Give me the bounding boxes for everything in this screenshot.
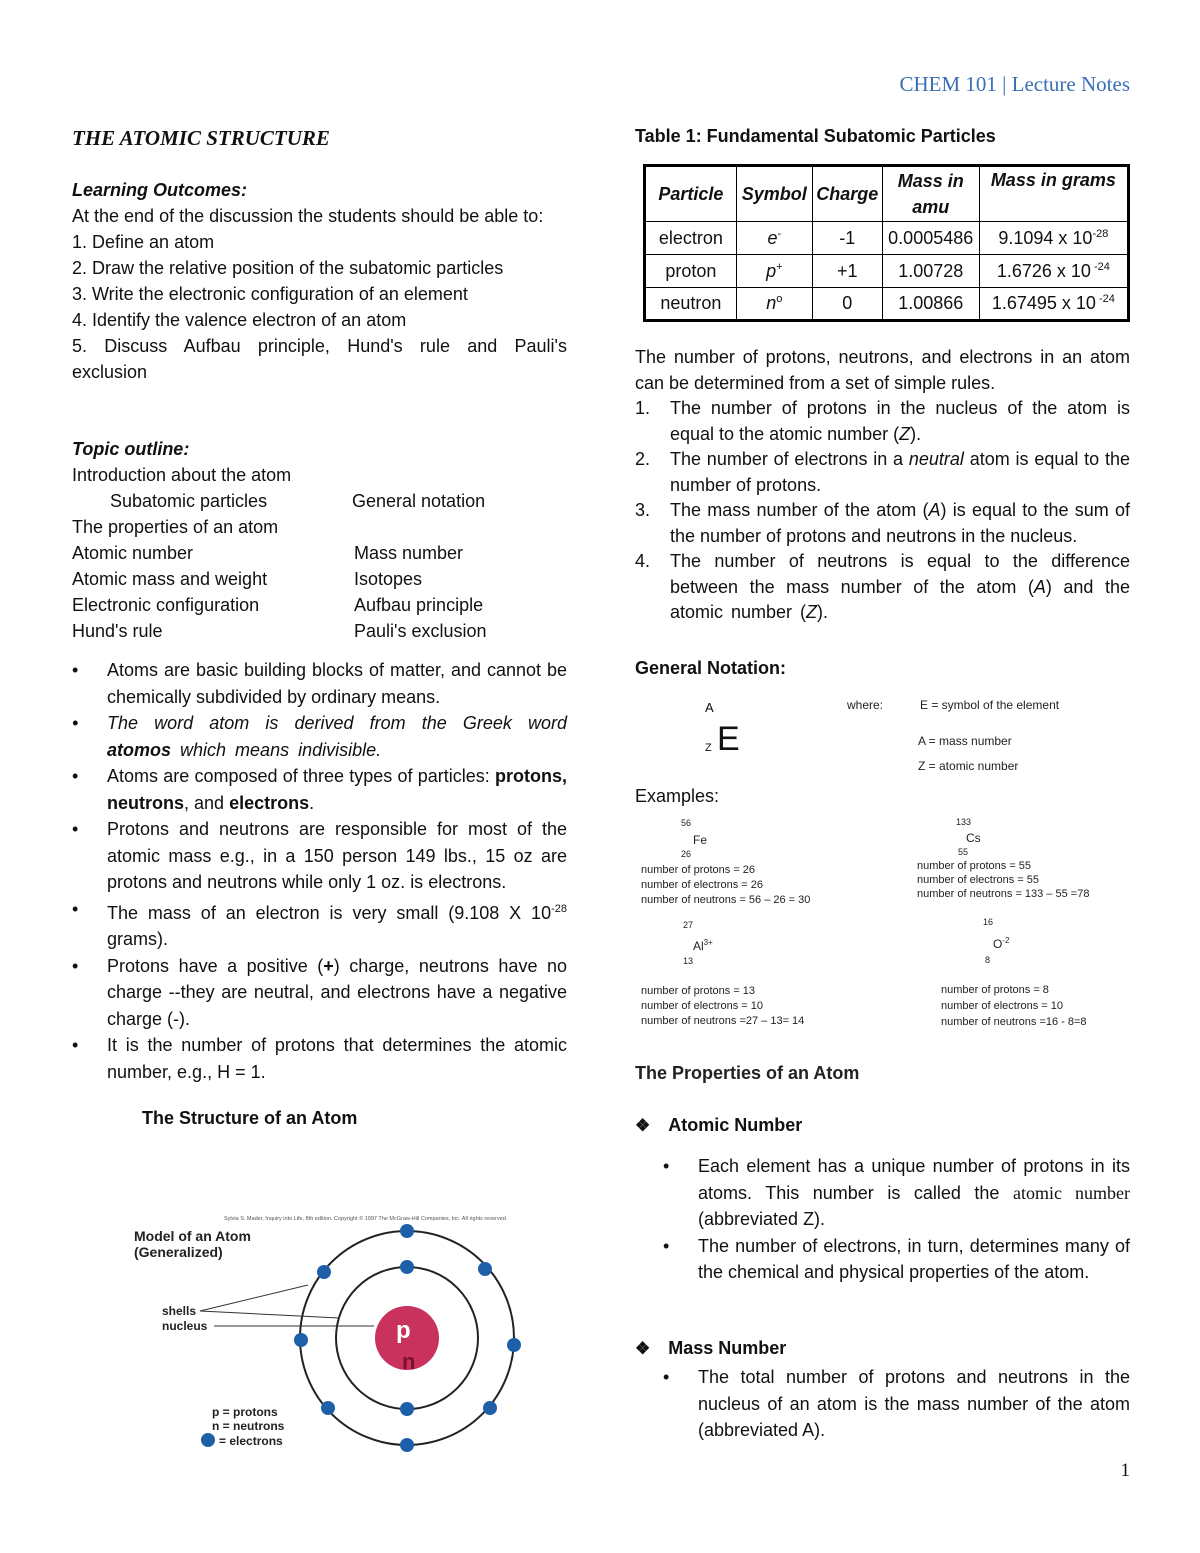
table-header: Mass in grams <box>979 166 1128 222</box>
list-item: 1. The number of protons in the nucleus of the atom is equal to the atomic number (Z). <box>635 398 1130 444</box>
example-line: number of neutrons =16 - 8=8 <box>941 1016 1087 1028</box>
example-line: number of protons = 8 <box>941 984 1049 996</box>
legend-electrons: = electrons <box>219 1434 283 1448</box>
list-item: 2. The number of electrons in a neutral atom is equal to the number of protons. <box>635 449 1130 495</box>
topic-outline <box>72 436 567 644</box>
list-item: • Atoms are basic building blocks of matter, and cannot be chemically subdivided by ordinary means. <box>72 657 567 710</box>
table-cell: $n^o$ <box>736 288 812 321</box>
outline-subatomic: Subatomic particles <box>110 491 268 511</box>
table-header: Mass in amu <box>882 166 979 222</box>
atomic-number-list <box>663 1153 1130 1286</box>
outcomes-intro: At the end of the discussion the students should be able to: <box>72 206 544 226</box>
example-line: number of neutrons =27 – 13= 14 <box>641 1015 805 1027</box>
table-cell: e- <box>736 222 812 255</box>
outline-item: Atomic number <box>72 543 194 563</box>
example-number: 8 <box>985 955 991 965</box>
table-row <box>645 288 1129 321</box>
page-header: CHEM 101 | Lecture Notes <box>899 72 1130 96</box>
table-cell: electron <box>645 222 737 255</box>
table-cell: 1.6726 x 10 $^{-24}$ <box>979 255 1128 288</box>
electron <box>294 1333 308 1347</box>
shells-label: shells <box>162 1304 197 1318</box>
example-line: number of neutrons = 56 – 26 = 30 <box>641 894 811 906</box>
rules-intro: The number of protons, neutrons, and electrons in an atom can be determined from a set of simple rules. <box>635 347 1130 393</box>
example-mass: 27 <box>683 920 694 930</box>
list-item: • The mass of an electron is very small (9.108 X $10^{-28}$ grams). <box>72 896 567 953</box>
outline-item: Mass number <box>354 543 464 563</box>
list-item: • Atoms are composed of three types of particles: protons, neutrons, and electrons. <box>72 763 567 816</box>
example-o <box>935 915 1130 1035</box>
diamond-bullet-icon: ❖ <box>635 1116 651 1135</box>
outline-item: Atomic mass and weight <box>72 569 268 589</box>
electron <box>483 1401 497 1415</box>
example-symbol: $O^{-2}$ <box>993 936 1010 951</box>
example-mass: 16 <box>983 917 994 927</box>
example-al <box>635 918 875 1038</box>
table-header: Symbol <box>736 166 812 222</box>
outline-heading: Topic outline: <box>72 439 190 459</box>
electron <box>400 1224 414 1238</box>
outcome-item: 1. Define an atom <box>72 232 215 252</box>
example-line: number of protons = 26 <box>641 864 756 876</box>
outline-item: Hund's rule <box>72 621 163 641</box>
outcome-item: 4. Identify the valence electron of an atom <box>72 310 407 330</box>
table-cell: -1 <box>812 222 882 255</box>
example-line: number of protons = 55 <box>917 860 1032 872</box>
example-symbol: Cs <box>966 831 981 845</box>
atom-facts-list <box>72 657 567 1085</box>
examples-label: Examples: <box>635 786 720 806</box>
outline-notation: General notation <box>352 491 486 511</box>
notation-mass-number: A <box>705 700 714 715</box>
example-line: number of electrons = 10 <box>641 1000 763 1012</box>
nucleus-p-label: p <box>396 1317 411 1344</box>
notation-element-symbol: E <box>717 720 740 758</box>
atom-model-figure <box>124 1205 524 1460</box>
outcome-item: 5. Discuss Aufbau principle, Hund's rule and Pauli's exclusion <box>72 336 567 382</box>
table-caption: Table 1: Fundamental Subatomic Particles <box>635 126 996 146</box>
table-cell: +1 <box>812 255 882 288</box>
mass-number-heading: ❖ Mass Number <box>635 1338 787 1358</box>
mass-number-list <box>663 1364 1130 1444</box>
list-item: • It is the number of protons that determines the atomic number, e.g., H = 1. <box>72 1032 567 1085</box>
outline-item: Electronic configuration <box>72 595 260 615</box>
list-item: • Each element has a unique number of protons in its atoms. This number is called the atomic number (abbreviated Z). <box>663 1153 1130 1233</box>
example-line: number of protons = 13 <box>641 985 756 997</box>
table-header: Charge <box>812 166 882 222</box>
nucleus-label: nucleus <box>162 1319 208 1333</box>
outline-intro: Introduction about the atom <box>72 465 292 485</box>
example-number: 26 <box>681 849 692 859</box>
table-header-row <box>645 166 1129 222</box>
outline-item: Pauli's exclusion <box>354 621 487 641</box>
shell-pointer <box>200 1311 339 1318</box>
page-title: THE ATOMIC STRUCTURE <box>72 126 330 150</box>
atomic-number-heading: ❖ Atomic Number <box>635 1115 803 1135</box>
electron <box>478 1262 492 1276</box>
list-item: • The word atom is derived from the Greek word atomos which means indivisible. <box>72 710 567 763</box>
table-cell: 9.1094 x $10^{-28}$ <box>979 222 1128 255</box>
outline-item: Aufbau principle <box>354 595 484 615</box>
list-item: • The number of electrons, in turn, determines many of the chemical and physical properties of the atom. <box>663 1233 1130 1286</box>
outline-props: The properties of an atom <box>72 517 279 537</box>
list-item: 4. The number of neutrons is equal to the difference between the mass number of the atom (A) and the atomic number (Z). <box>635 551 1130 622</box>
example-number: 13 <box>683 956 694 966</box>
structure-heading: The Structure of an Atom <box>142 1108 358 1128</box>
notation-e-definition: E = symbol of the element <box>920 698 1060 712</box>
diamond-bullet-icon: ❖ <box>635 1339 651 1358</box>
electron <box>321 1401 335 1415</box>
outcome-item: 3. Write the electronic configuration of an element <box>72 284 468 304</box>
example-cs <box>915 815 1130 915</box>
outcomes-heading: Learning Outcomes: <box>72 180 248 200</box>
properties-heading: The Properties of an Atom <box>635 1063 860 1083</box>
page-number: 1 <box>1120 1460 1130 1481</box>
notation-z-definition: Z = atomic number <box>918 759 1019 773</box>
example-fe <box>635 816 875 916</box>
figure-subtitle: (Generalized) <box>134 1244 223 1260</box>
example-line: number of electrons = 26 <box>641 879 763 891</box>
table-cell: neutron <box>645 288 737 321</box>
notation-where: where: <box>847 698 884 712</box>
table-row <box>645 255 1129 288</box>
table-cell: p+ <box>736 255 812 288</box>
example-symbol: Fe <box>693 833 708 847</box>
table-row <box>645 222 1129 255</box>
outline-item: Isotopes <box>354 569 423 589</box>
electron <box>507 1338 521 1352</box>
table-cell: 1.00728 <box>882 255 979 288</box>
list-item: • Protons have a positive (+) charge, neutrons have no charge --they are neutral, and electrons have a negative charge (-). <box>72 953 567 1033</box>
legend-electron-icon <box>201 1433 215 1447</box>
shell-pointer <box>200 1285 308 1311</box>
table-cell: 1.00866 <box>882 288 979 321</box>
subatomic-particles-table <box>643 164 1130 322</box>
table-header: Particle <box>645 166 737 222</box>
notation-atomic-number: Z <box>705 742 712 754</box>
example-mass: 133 <box>956 817 972 827</box>
figure-credit: Sylvia S. Mader, Inquiry into Life, 8th edition. Copyright © 1997 The McGraw-Hill Companies, Inc. All rights reserved. <box>224 1216 508 1222</box>
electron <box>400 1438 414 1452</box>
electron <box>317 1265 331 1279</box>
table-cell: 0 <box>812 288 882 321</box>
figure-title: Model of an Atom <box>134 1228 251 1244</box>
nucleus-n-label: n <box>402 1349 416 1374</box>
legend-neutrons: n = neutrons <box>212 1419 285 1433</box>
example-line: number of neutrons = 133 – 55 =78 <box>917 888 1090 900</box>
example-symbol: $Al^{3+}$ <box>693 938 713 953</box>
table-cell: 0.0005486 <box>882 222 979 255</box>
outcome-item: 2. Draw the relative position of the subatomic particles <box>72 258 504 278</box>
table-cell: proton <box>645 255 737 288</box>
legend-protons: p = protons <box>212 1405 278 1419</box>
example-line: number of electrons = 10 <box>941 1000 1063 1012</box>
general-notation-heading: General Notation: <box>635 658 787 678</box>
example-mass: 56 <box>681 818 692 828</box>
learning-outcomes <box>72 177 567 385</box>
electron <box>400 1402 414 1416</box>
example-line: number of electrons = 55 <box>917 874 1039 886</box>
list-item: • The total number of protons and neutrons in the nucleus of an atom is the mass number of the atom (abbreviated A). <box>663 1364 1130 1444</box>
table-cell: 1.67495 x 10 $^{-24}$ <box>979 288 1128 321</box>
list-item: 3. The mass number of the atom (A) is equal to the sum of the number of protons and neutrons in the nucleus. <box>635 500 1130 546</box>
list-item: • Protons and neutrons are responsible for most of the atomic mass e.g., in a 150 person 149 lbs., 15 oz are protons and neutrons while only 1 oz. is electrons. <box>72 816 567 896</box>
electron <box>400 1260 414 1274</box>
notation-a-definition: A = mass number <box>918 734 1012 748</box>
example-number: 55 <box>958 847 969 857</box>
rules-list <box>635 396 1130 626</box>
